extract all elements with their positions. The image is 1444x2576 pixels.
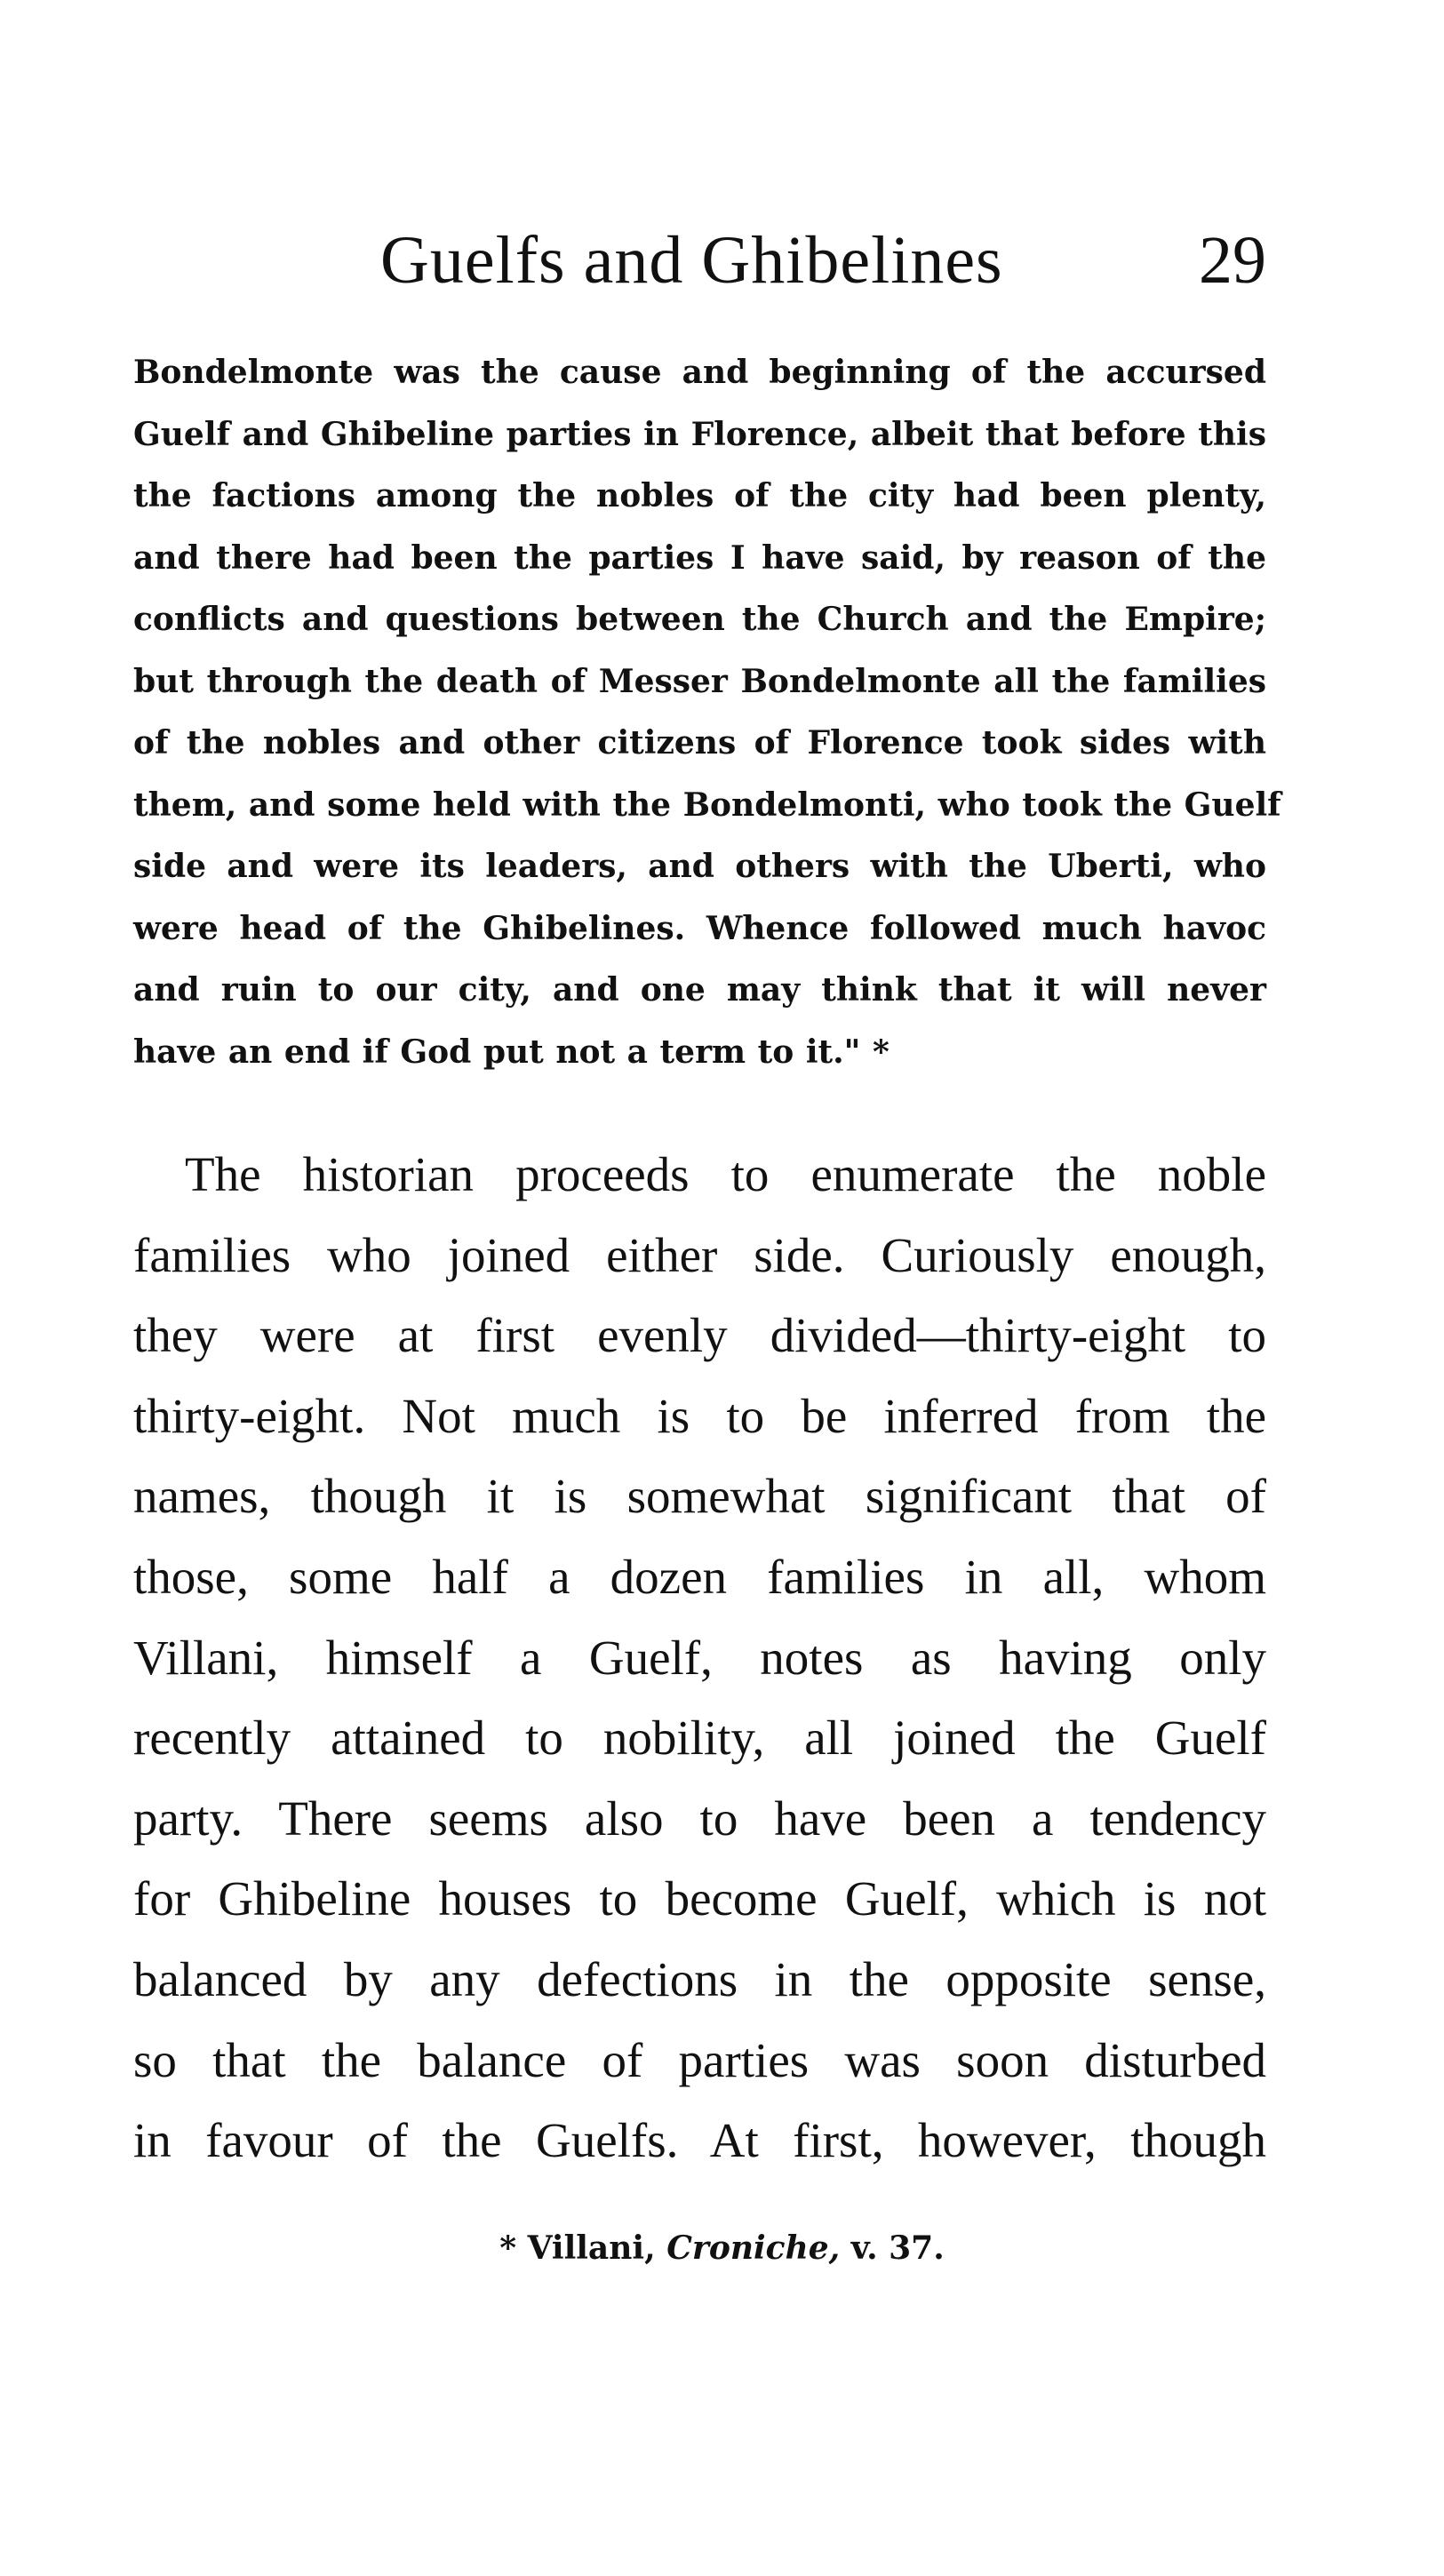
quote-line: Guelf and Ghibeline parties in Florence, albeit that before this <box>133 415 1266 453</box>
body-line: balanced by any defections in the opposite sense, <box>133 1951 1266 2006</box>
quote-line: were head of the Ghibelines. Whence followed much havoc <box>133 909 1266 947</box>
quote-line: and there had been the parties I have said, by reason of the <box>133 538 1266 577</box>
quote-line: side and were its leaders, and others with the Uberti, who <box>133 848 1266 885</box>
running-head <box>133 220 1266 300</box>
body-line: those, some half a dozen families in all, whom <box>133 1549 1266 1604</box>
footnote <box>0 2221 1444 2275</box>
quote-line: Bondelmonte was the cause and beginning of the accursed <box>133 354 1266 391</box>
body-line: The historian proceeds to enumerate the noble <box>185 1147 1266 1201</box>
body-line: Villani, himself a Guelf, notes as having only <box>133 1630 1266 1685</box>
quote-line: conflicts and questions between the Church and the Empire; <box>133 601 1266 638</box>
quote-line: of the nobles and other citizens of Florence took sides with <box>133 724 1266 762</box>
quote-line: have an end if God put not a term to it." * <box>133 1033 890 1071</box>
body-line: recently attained to nobility, all joined the Guelf <box>133 1711 1266 1766</box>
body-paragraph <box>133 1135 1266 2181</box>
footnote-reference: v. 37. <box>850 2229 945 2267</box>
body-line: thirty-eight. Not much is to be inferred from the <box>133 1388 1266 1443</box>
footnote-marker: * <box>499 2229 517 2267</box>
quote-line: the factions among the nobles of the city had been plenty, <box>133 477 1266 514</box>
quoted-passage <box>133 342 1281 1083</box>
page-number: 29 <box>1199 223 1266 298</box>
quote-line: and ruin to our city, and one may think that it will never <box>133 971 1266 1009</box>
body-line: for Ghibeline houses to become Guelf, which is not <box>133 1871 1266 1926</box>
footnote-author: Villani, <box>527 2229 656 2267</box>
body-line: they were at first evenly divided—thirty-eight to <box>133 1308 1266 1363</box>
footnote-work: Croniche, <box>666 2229 841 2267</box>
body-line: in favour of the Guelfs. At first, however, though <box>133 2113 1266 2168</box>
body-line: families who joined either side. Curiously enough, <box>133 1227 1266 1282</box>
body-line: party. There seems also to have been a tendency <box>133 1790 1266 1846</box>
quote-line: them, and some held with the Bondelmonti, who took the Guelf <box>133 786 1281 824</box>
body-line: so that the balance of parties was soon disturbed <box>133 2032 1266 2087</box>
quote-line: but through the death of Messer Bondelmonte all the families <box>133 662 1266 700</box>
running-title: Guelfs and Ghibelines <box>380 223 1003 298</box>
body-line: names, though it is somewhat significant that of <box>133 1469 1266 1524</box>
